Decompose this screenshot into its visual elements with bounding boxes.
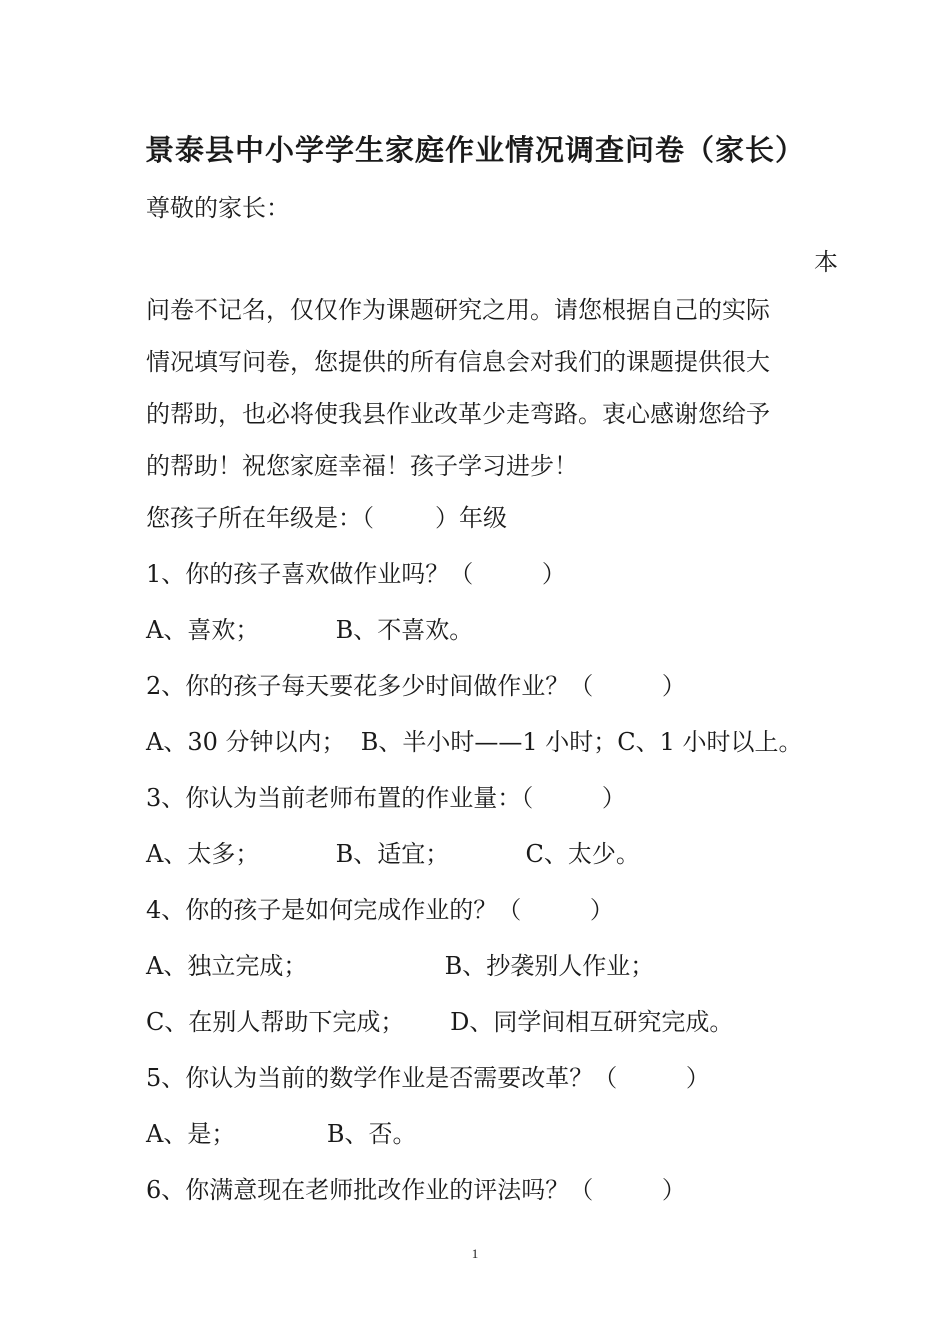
grade-line: 您孩子所在年级是：（ ）年级 [146,504,508,532]
question-5: 5、你认为当前的数学作业是否需要改革？（ ） [146,1064,710,1092]
question-4: 4、你的孩子是如何完成作业的？（ ） [146,896,614,924]
document-title: 景泰县中小学学生家庭作业情况调查问卷（家长） [144,133,805,167]
question-1-options: A、喜欢； B、不喜欢。 [146,616,474,644]
question-1: 1、你的孩子喜欢做作业吗？（ ） [146,560,566,588]
intro-first-word: 本 [814,248,838,276]
question-4-options: C、在别人帮助下完成； D、同学间相互研究完成。 [146,1008,734,1036]
question-3-options: A、太多； B、适宜； C、太少。 [146,840,640,868]
page-number: 1 [471,1246,479,1261]
question-4-options: A、独立完成； B、抄袭别人作业； [146,952,655,980]
question-6: 6、你满意现在老师批改作业的评法吗？（ ） [146,1176,686,1204]
question-5-options: A、是； B、否。 [146,1120,417,1148]
greeting: 尊敬的家长： [146,194,290,222]
intro-line: 的帮助，也必将使我县作业改革少走弯路。衷心感谢您给予 [146,400,770,428]
question-2-options: A、30 分钟以内； B、半小时——1 小时；C、1 小时以上。 [146,728,803,756]
intro-line: 情况填写问卷，您提供的所有信息会对我们的课题提供很大 [146,348,770,376]
question-2: 2、你的孩子每天要花多少时间做作业？（ ） [146,672,686,700]
intro-line: 的帮助！祝您家庭幸福！孩子学习进步！ [146,452,578,480]
question-3: 3、你认为当前老师布置的作业量：（ ） [146,784,626,812]
intro-line: 问卷不记名，仅仅作为课题研究之用。请您根据自己的实际 [146,296,770,324]
